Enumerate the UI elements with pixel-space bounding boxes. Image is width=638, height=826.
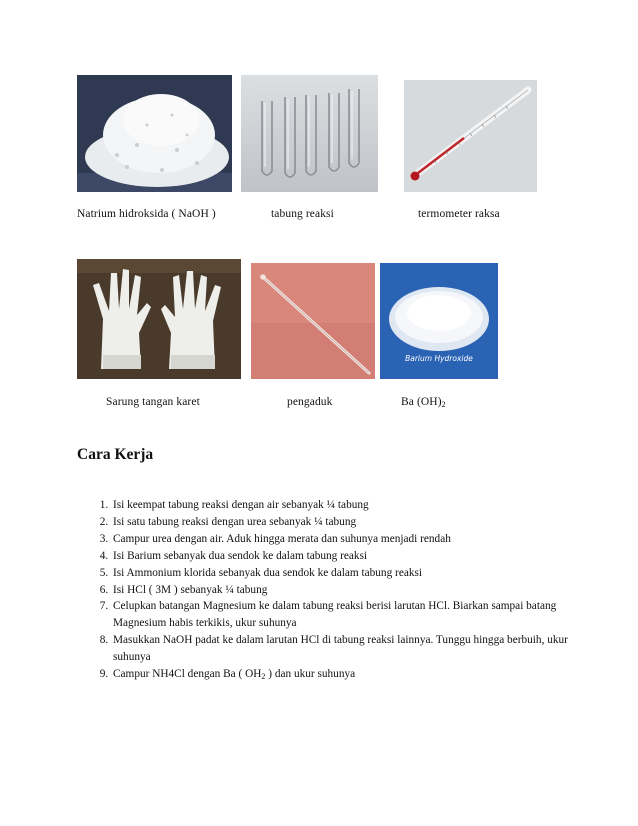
list-item [111, 666, 581, 686]
caption-baoh-text: Ba (OH) [401, 396, 442, 408]
caption-baoh-subscript: 2 [441, 400, 446, 409]
section-title: Cara Kerja [77, 446, 154, 463]
list-item: 4. Isi Barium sebanyak dua sendok ke dalam tabung reaksi [111, 548, 581, 565]
list-item: 7. Celupkan batangan Magnesium ke dalam tabung reaksi berisi larutan HCl. Biarkan sampai batang Magnesium habis terkikis, ukur suhunya [111, 598, 581, 632]
test-tubes-photo [241, 75, 378, 192]
caption-pengaduk: pengaduk [287, 396, 333, 408]
list-item: 5. Isi Ammonium klorida sebanyak dua sendok ke dalam tabung reaksi [111, 565, 581, 582]
caption-naoh: Natrium hidroksida ( NaOH ) [77, 208, 216, 220]
barium-hydroxide-photo [380, 263, 498, 379]
list-item: 8. Masukkan NaOH padat ke dalam larutan HCl di tabung reaksi lainnya. Tunggu hingga berbuih, ukur suhunya [111, 632, 581, 666]
naoh-photo [77, 75, 232, 192]
step9-text-end: ) dan ukur suhunya [265, 668, 356, 681]
list-item: 3. Campur urea dengan air. Aduk hingga merata dan suhunya menjadi rendah [111, 531, 581, 548]
caption-tabung-reaksi: tabung reaksi [271, 208, 334, 220]
barium-hydroxide-photo-label: Barium Hydroxide [405, 354, 473, 363]
caption-termometer: termometer raksa [418, 208, 500, 220]
procedure-steps-list [78, 497, 581, 686]
thermometer-photo [404, 80, 537, 192]
gloves-photo [77, 259, 241, 379]
caption-sarung-tangan: Sarung tangan karet [106, 396, 200, 408]
step9-subscript: 2 [261, 672, 266, 682]
stirring-rod-photo [251, 263, 375, 379]
list-item: 6. Isi HCl ( 3M ) sebanyak ¼ tabung [111, 582, 581, 599]
list-item: 2. Isi satu tabung reaksi dengan urea sebanyak ¼ tabung [111, 514, 581, 531]
step9-text: Campur NH4Cl dengan Ba ( OH [113, 668, 262, 681]
list-item: 1. Isi keempat tabung reaksi dengan air sebanyak ¼ tabung [111, 497, 581, 514]
caption-barium-hydroxide [401, 396, 446, 409]
